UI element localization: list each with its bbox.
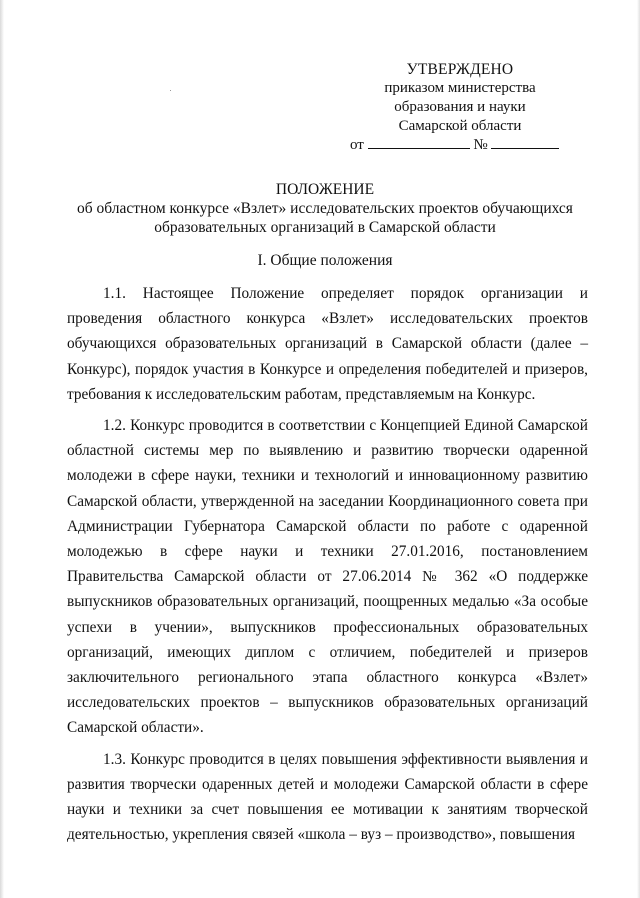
approval-line-3: Самарской области [398,118,522,134]
section-heading: I. Общие положения [257,252,393,269]
document-title: ПОЛОЖЕНИЕ [275,181,375,198]
approval-line-2: образования и науки [394,99,526,115]
document-subtitle-line-1: об областном конкурсе «Взлет» исследовательских проектов обучающихся [77,200,573,217]
scan-edge-left [0,0,4,898]
date-blank [368,136,470,149]
scan-speck [170,90,171,91]
approval-heading: УТВЕРЖДЕНО [406,61,514,78]
document-subtitle-line-2: образовательных организаций в Самарской области [154,219,496,236]
approval-date-number-line [330,136,590,155]
document-title-block [60,180,590,237]
paragraph-1-3: 1.3. Конкурс проводится в целях повышения эффективности выявления и развития творчески одаренных детей и молодежи Самарской области в сфере науки и техники за счет повышения ее мотивации к занятиям творческой деятельностью, укрепления связей «школа – вуз – производство», повышения [67,750,588,844]
approval-stamp-block [330,60,590,155]
document-body [67,281,588,853]
number-blank [491,136,559,149]
number-label: № [473,137,488,153]
approval-line-1: приказом министерства [384,80,536,96]
paragraph-1-1: 1.1. Настоящее Положение определяет порядок организации и проведения областного конкурса «Взлет» исследовательских проектов обучающихся образовательных организаций в Самарской области (далее – Конкурс), порядок участия в Конкурсе и определения победителей и призеров, требования к исследовательским работам, представляемым на Конкурс. [67,285,588,403]
date-label: от [350,137,364,153]
paragraph-1-2: 1.2. Конкурс проводится в соответствии с Концепцией Единой Самарской областной системы мер по выявлению и развитию творчески одаренной молодежи в сфере науки, техники и технологий и инновационному развитию Самарской области, утвержденной на заседании Координационного совета при Администрации Губернатора Самарской области по работе с одаренной молодежью в сфере науки и техники 27.01.2016, постановлением Правительства Самарской области от 27.06.2014 № 362 «О поддержке выпускников образовательных организаций, поощренных медалью «За особые успехи в учении», выпускников профессиональных образовательных организаций, имеющих диплом с отличием, победителей и призеров заключительного регионального этапа областного конкурса «Взлет» исследовательских проектов – выпускников образовательных организаций Самарской области». [67,417,588,737]
